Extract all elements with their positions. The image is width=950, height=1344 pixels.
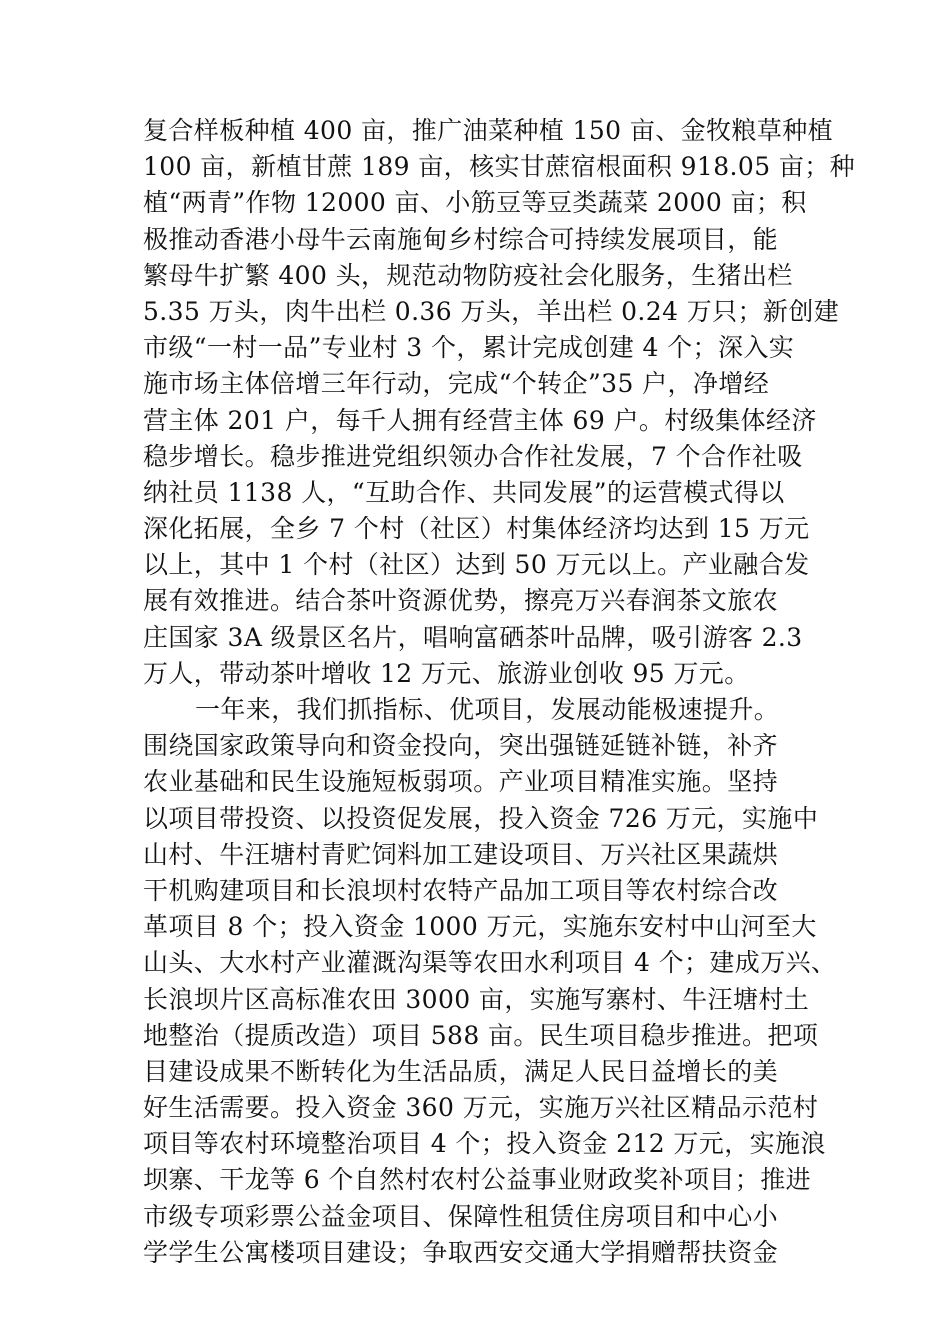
paragraph-start-line: 一年来，我们抓指标、优项目，发展动能极速提升。 xyxy=(195,695,780,724)
text-line: 极推动香港小母牛云南施甸乡村综合可持续发展项目，能 xyxy=(143,224,779,254)
text-line: 100 亩，新植甘蔗 189 亩，核实甘蔗宿根面积 918.05 亩；种 xyxy=(143,152,856,182)
text-line: 项目等农村环境整治项目 4 个；投入资金 212 万元，实施浪 xyxy=(143,1129,826,1159)
text-line: 地整治（提质改造）项目 588 亩。民生项目稳步推进。把项 xyxy=(143,1020,819,1050)
text-line: 施市场主体倍增三年行动，完成“个转企”35 户，净增经 xyxy=(143,369,770,399)
text-line: 坝寨、干龙等 6 个自然村农村公益事业财政奖补项目；推进 xyxy=(143,1165,812,1195)
text-line: 5.35 万头，肉牛出栏 0.36 万头，羊出栏 0.24 万只；新创建 xyxy=(143,296,840,326)
text-line: 繁母牛扩繁 400 头，规范动物防疫社会化服务，生猪出栏 xyxy=(143,260,793,290)
text-line: 纳社员 1138 人，“互助合作、共同发展”的运营模式得以 xyxy=(143,477,785,507)
text-line: 展有效推进。结合茶叶资源优势，擦亮万兴春润茶文旅农 xyxy=(143,586,779,616)
text-line: 植“两青”作物 12000 亩、小筋豆等豆类蔬菜 2000 亩；积 xyxy=(143,188,807,218)
text-line: 农业基础和民生设施短板弱项。产业项目精准实施。坚持 xyxy=(143,767,779,797)
text-line: 以项目带投资、以投资促发展，投入资金 726 万元，实施中 xyxy=(143,803,819,833)
text-line: 好生活需要。投入资金 360 万元，实施万兴社区精品示范村 xyxy=(143,1093,819,1123)
text-line: 长浪坝片区高标准农田 3000 亩，实施写寨村、牛汪塘村土 xyxy=(143,984,810,1014)
text-line: 市级专项彩票公益金项目、保障性租赁住房项目和中心小 xyxy=(143,1201,779,1231)
text-line: 万人，带动茶叶增收 12 万元、旅游业创收 95 万元。 xyxy=(143,658,750,688)
text-line: 庄国家 3A 级景区名片，唱响富硒茶叶品牌，吸引游客 2.3 xyxy=(143,622,803,652)
text-line: 学学生公寓楼项目建设；争取西安交通大学捐赠帮扶资金 xyxy=(143,1237,779,1267)
text-line: 山村、牛汪塘村青贮饲料加工建设项目、万兴社区果蔬烘 xyxy=(143,839,779,869)
text-line: 革项目 8 个；投入资金 1000 万元，实施东安村中山河至大 xyxy=(143,912,817,942)
body-text xyxy=(143,113,856,1271)
text-line: 围绕国家政策导向和资金投向，突出强链延链补链，补齐 xyxy=(143,731,779,761)
text-line: 目建设成果不断转化为生活品质，满足人民日益增长的美 xyxy=(143,1056,779,1086)
text-line: 营主体 201 户，每千人拥有经营主体 69 户。村级集体经济 xyxy=(143,405,817,435)
text-line: 复合样板种植 400 亩，推广油菜种植 150 亩、金牧粮草种植 xyxy=(143,116,834,145)
text-line: 以上，其中 1 个村（社区）达到 50 万元以上。产业融合发 xyxy=(143,550,810,580)
text-line: 深化拓展，全乡 7 个村（社区）村集体经济均达到 15 万元 xyxy=(143,514,810,544)
text-line: 山头、大水村产业灌溉沟渠等农田水利项目 4 个；建成万兴、 xyxy=(143,948,837,978)
text-line: 干机购建项目和长浪坝村农特产品加工项目等农村综合改 xyxy=(143,875,779,905)
text-line: 市级“一村一品”专业村 3 个，累计完成创建 4 个；深入实 xyxy=(143,333,795,363)
text-line: 稳步增长。稳步推进党组织领办合作社发展，7 个合作社吸 xyxy=(143,441,803,471)
